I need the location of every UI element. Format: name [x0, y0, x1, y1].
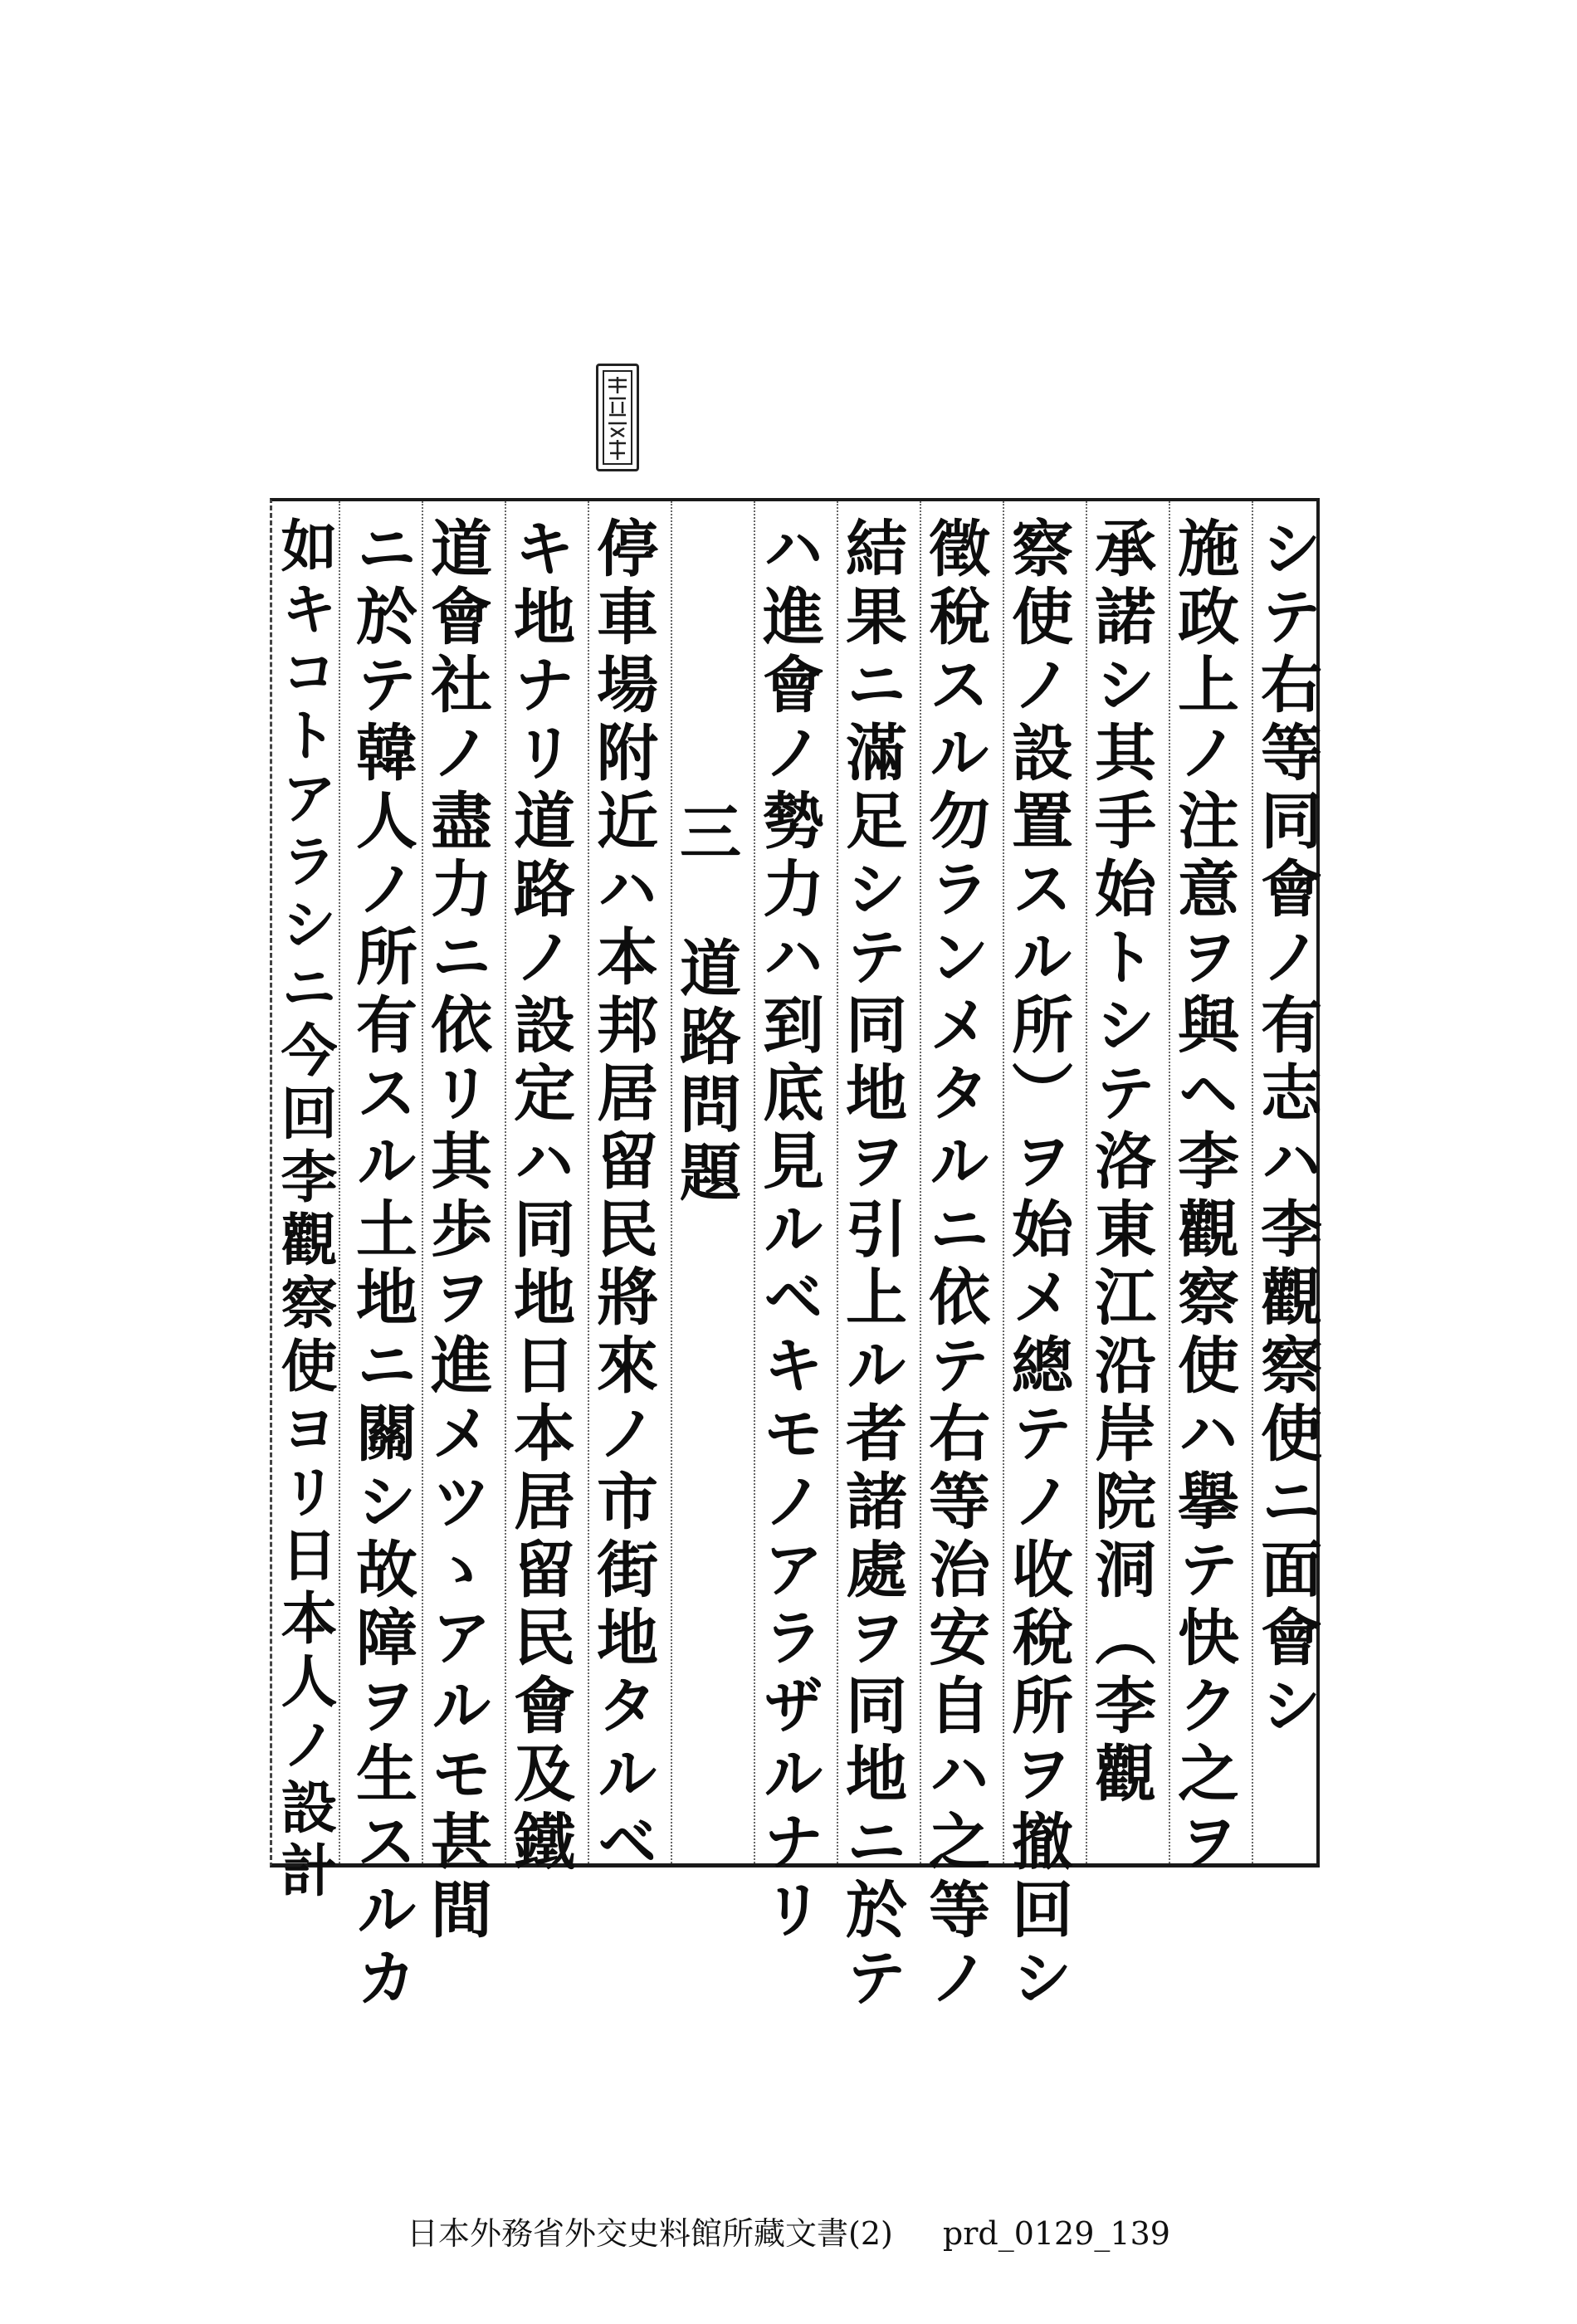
text-line: 施政上ノ注意ヲ與ヘ李觀察使ハ擧テ快ク之ヲ	[1168, 516, 1239, 1877]
archive-caption: 日本外務省外交史料館所藏文書(2)	[407, 2215, 893, 2252]
text-line: シテ右等同會ノ有志ハ李觀察使ニ面會シ	[1251, 516, 1322, 1741]
text-line: 承諾シ其手始トシテ洛東江沿岸院洞（李觀	[1085, 516, 1156, 1809]
page-id: prd_0129_139	[942, 2215, 1170, 2252]
text-line: ハ進會ノ勢力ハ到底見ルベキモノアラザルナリ	[753, 516, 824, 1946]
text-line: ニ於テ韓人ノ所有スル土地ニ關シ故障ヲ生スルカ	[346, 516, 417, 2014]
text-line: 徵稅スル勿ランメタルニ依テ右等治安自ハ之等ノ	[919, 516, 990, 2014]
text-line: 停車場附近ハ本邦居留民將來ノ市街地タルベ	[587, 516, 658, 1877]
document-frame	[270, 498, 1322, 2014]
text-line: 道會社ノ盡力ニ依リ其歩ヲ進メツゝアルモ甚間	[421, 516, 492, 1946]
column-rule	[339, 501, 340, 1863]
section-heading: 三 道路問題	[670, 800, 741, 1208]
text-line: 如キコトアラシニ今回李觀察使ヨリ日本人ノ設計	[271, 516, 338, 1904]
archive-seal	[596, 364, 639, 471]
text-line: キ地ナリ道路ノ設定ハ同地日本居留民會及鐵	[504, 516, 575, 1877]
text-line: 察使ノ設置スル所）ヲ始メ總テノ收稅所ヲ撤回シ	[1002, 516, 1073, 2014]
text-line: 結果ニ滿足シテ同地ヲ引上ル者諸處ヲ同地ニ於テ	[836, 516, 907, 2014]
seal-icon	[601, 369, 634, 466]
page-footer	[0, 2208, 1577, 2253]
